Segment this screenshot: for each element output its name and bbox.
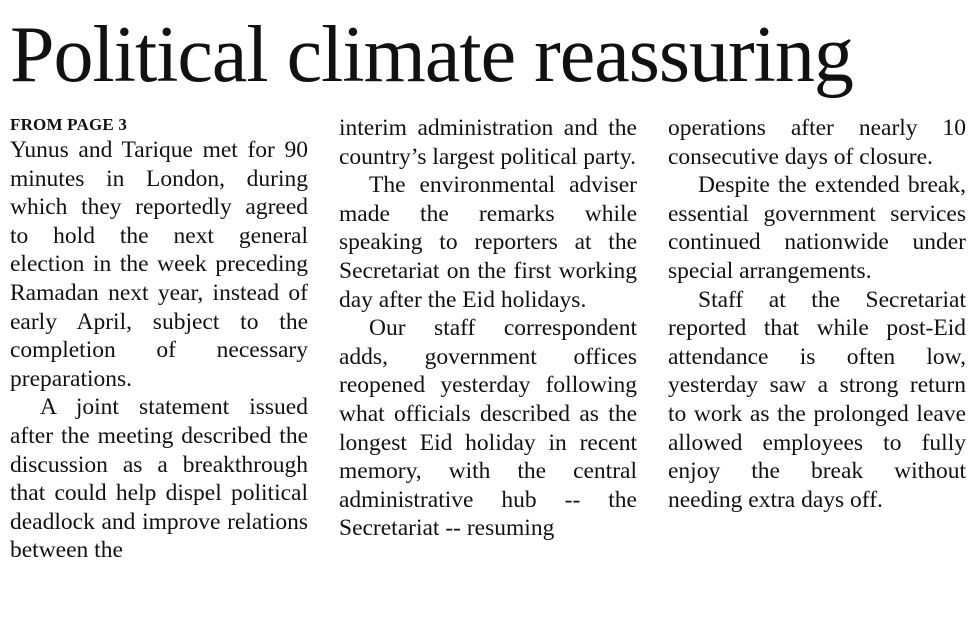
paragraph: Our staff correspondent adds, government offices reopened yesterday following what officials described as the longest Eid holiday in recent memory, with the central administrative hub -- the Secretariat -- resuming	[339, 315, 637, 542]
paragraph: The environmental adviser made the remarks while speaking to reporters at the Secretariat on the first working day after the Eid holidays.	[339, 172, 637, 313]
paragraph: operations after nearly 10 consecutive days of closure.	[668, 115, 966, 170]
paragraph: Yunus and Tarique met for 90 minutes in London, during which they reportedly agreed to hold the next general election in the week preceding Ramadan next year, instead of early April, subject to the completion of necessary preparations.	[10, 137, 308, 392]
paragraph: A joint statement issued after the meeting described the discussion as a breakthrough that could help dispel political deadlock and improve relations between the	[10, 394, 308, 564]
headline: Political climate reassuring	[10, 11, 853, 99]
article-column-3	[668, 114, 966, 514]
paragraph: Despite the extended break, essential government services continued nationwide under special arrangements.	[668, 172, 966, 284]
paragraph: interim administration and the country’s largest political party.	[339, 115, 637, 170]
paragraph: Staff at the Secretariat reported that while post-Eid attendance is often low, yesterday saw a strong return to work as the prolonged leave allowed employees to fully enjoy the break without needing extra days off.	[668, 286, 966, 513]
article-column-1	[10, 114, 308, 565]
kicker-from-page: FROM PAGE 3	[10, 115, 128, 134]
article-column-2	[339, 114, 637, 543]
